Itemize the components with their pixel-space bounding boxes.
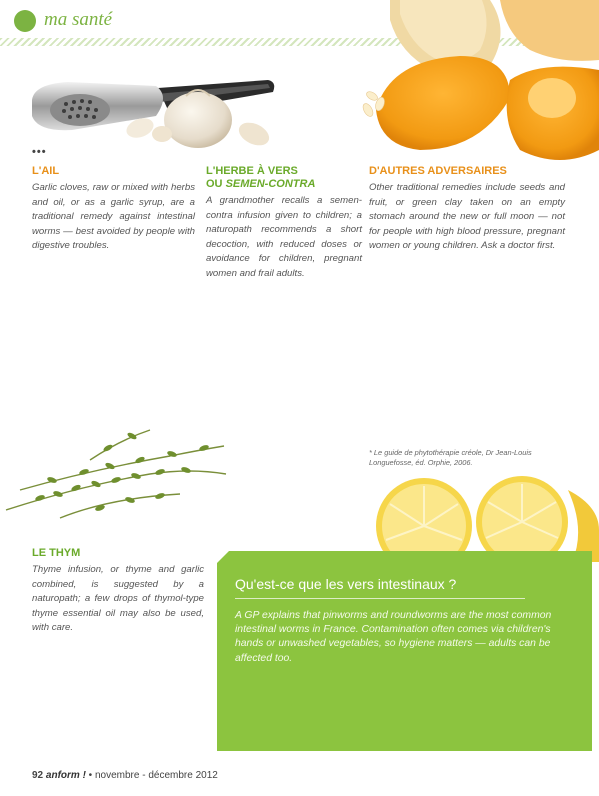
butternut-squash-illustration xyxy=(360,0,599,170)
summary-ail: Garlic cloves, raw or mixed with herbs and oil, or as a garlic syrup, are a traditional remedy against intestinal worms — best avoided by people with digestive troubles. xyxy=(32,182,195,252)
article-thym xyxy=(32,547,204,636)
heading-autres-adversaires: D'AUTRES ADVERSAIRES xyxy=(369,165,507,177)
section-bullet-icon xyxy=(14,10,36,32)
garlic-press-illustration xyxy=(28,76,278,150)
heading-herbe-part1: L'HERBE À VERS xyxy=(206,165,298,177)
info-box-title: Qu'est-ce que les vers intestinaux ? xyxy=(235,576,457,592)
box-corner-notch xyxy=(217,551,229,563)
summary-adversaires: Other traditional remedies include seeds and fruit, or green clay taken on an empty stomach around the new or full moon — not for people with high blood pressure, pregnant women or young children. Ask a doctor first. xyxy=(369,182,565,252)
article-autres-adversaires xyxy=(369,165,565,254)
info-box-rule xyxy=(235,598,525,599)
magazine-name: anform ! xyxy=(45,770,86,781)
heading-herbe-part3: SEMEN-CONTRA xyxy=(225,178,316,190)
lemon-illustration xyxy=(372,470,599,562)
page-number: 92 xyxy=(32,770,44,781)
summary-herbe: A grandmother recalls a semen-contra infusion given to children; a naturopath recommends a short decoction, with reduced doses or avoidance for children, pregnant women and frail adults. xyxy=(206,195,362,279)
section-title: ma santé xyxy=(44,9,113,30)
issue-date: • novembre - décembre 2012 xyxy=(85,770,218,781)
heading-ail: L'AIL xyxy=(32,165,60,177)
summary-thym: Thyme infusion, or thyme and garlic combined, is suggested by a naturopath; a few drops of thymol-type thyme essential oil may also be used, with care. xyxy=(32,564,204,634)
heading-herbe-part2: OU xyxy=(206,178,226,190)
separator-dots: ••• xyxy=(32,146,47,158)
thyme-sprig-illustration xyxy=(0,390,230,540)
heading-thym: LE THYM xyxy=(32,547,81,559)
article-ail xyxy=(32,165,195,254)
info-box-summary: A GP explains that pinworms and roundworms are the most common intestinal worms in France. Contamination often comes via children's hands or unwashed vegetables, so hygiene matters — adults can be affected too. xyxy=(235,610,552,664)
info-box xyxy=(217,551,592,751)
article-herbe-a-vers xyxy=(206,165,362,282)
section-tag xyxy=(0,8,170,36)
heading-herbe-a-vers xyxy=(206,165,362,191)
page-footer xyxy=(32,770,218,781)
footnote: * Le guide de phytothérapie créole, Dr Jean-Louis Longuefosse, éd. Orphie, 2006. xyxy=(369,448,532,468)
